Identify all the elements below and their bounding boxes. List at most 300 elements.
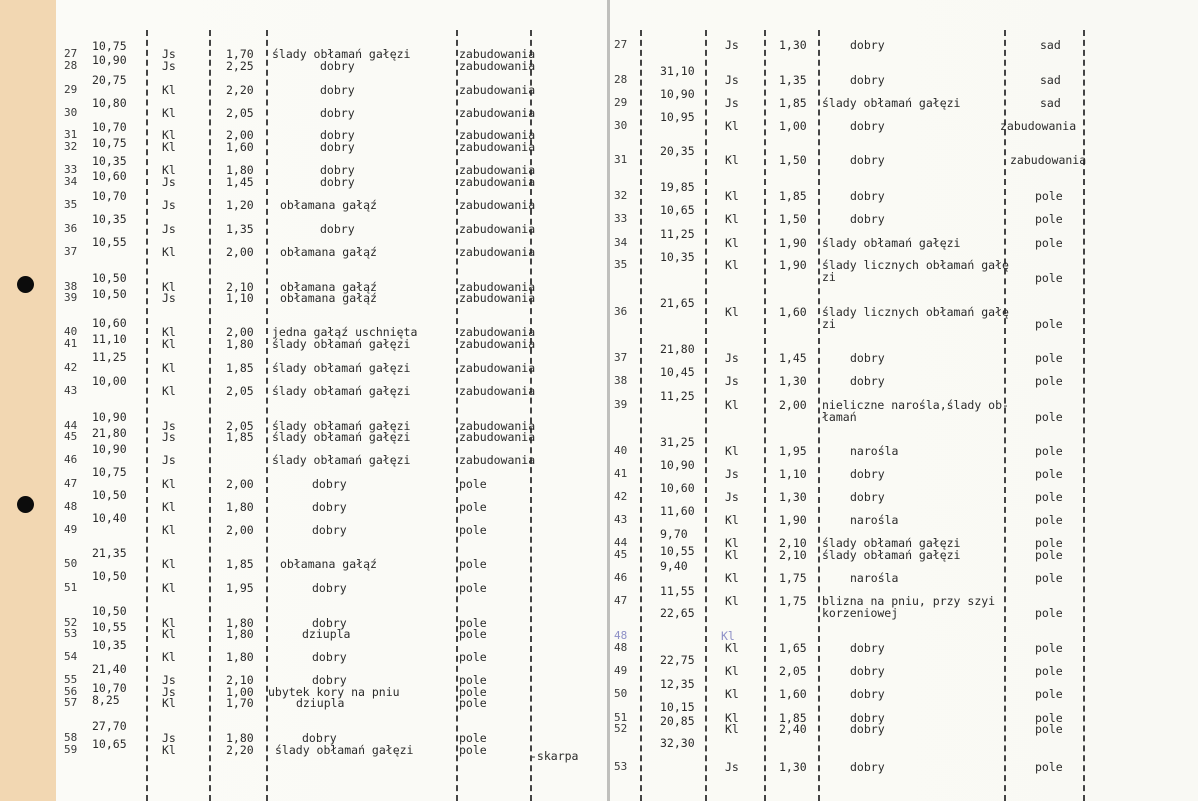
left-species: Js xyxy=(162,47,176,61)
right-species: Kl xyxy=(725,548,739,562)
right-location: pole xyxy=(1035,490,1063,504)
right-condition: dobry xyxy=(850,760,885,774)
left-tree-number: 56 xyxy=(64,685,78,698)
right-height: 1,90 xyxy=(779,236,807,250)
left-condition: dobry xyxy=(320,222,355,236)
left-height: 2,00 xyxy=(226,523,254,537)
right-height: 1,60 xyxy=(779,687,807,701)
right-height: 2,10 xyxy=(779,536,807,550)
right-length-value: 12,35 xyxy=(660,677,695,691)
left-location: zabudowania xyxy=(459,337,536,351)
left-condition: dobry xyxy=(312,650,347,664)
right-condition-continued: zi xyxy=(822,270,836,284)
right-height: 1,65 xyxy=(779,641,807,655)
right-condition: ślady licznych obłamań gałę xyxy=(822,305,1009,319)
left-species: Js xyxy=(162,175,176,189)
right-tree-number: 30 xyxy=(614,119,628,132)
left-height: 2,05 xyxy=(226,419,254,433)
left-tree-number: 37 xyxy=(64,245,78,258)
left-condition: dobry xyxy=(312,616,347,630)
right-species: Js xyxy=(725,374,739,388)
right-tree-number: 51 xyxy=(614,711,628,724)
right-condition: dobry xyxy=(850,490,885,504)
right-location: pole xyxy=(1035,687,1063,701)
left-height: 1,80 xyxy=(226,337,254,351)
right-location: pole xyxy=(1035,664,1063,678)
right-location: pole xyxy=(1035,711,1063,725)
right-height: 1,30 xyxy=(779,760,807,774)
left-species: Kl xyxy=(162,128,176,142)
left-species: Kl xyxy=(162,337,176,351)
right-tree-number: 35 xyxy=(614,258,628,271)
right-species: Kl xyxy=(725,641,739,655)
left-species: Js xyxy=(162,419,176,433)
right-height: 1,90 xyxy=(779,513,807,527)
left-location: zabudowania xyxy=(459,280,536,294)
left-length-value: 10,90 xyxy=(92,410,127,424)
right-location: pole xyxy=(1035,317,1063,331)
left-tree-number: 28 xyxy=(64,59,78,72)
right-height: 1,50 xyxy=(779,153,807,167)
left-location: pole xyxy=(459,650,487,664)
left-length-value: 10,40 xyxy=(92,511,127,525)
left-height: 1,80 xyxy=(226,627,254,641)
left-location: zabudowania xyxy=(459,419,536,433)
left-location: pole xyxy=(459,627,487,641)
right-condition: nieliczne narośla,ślady ob- xyxy=(822,398,1009,412)
left-tree-number: 43 xyxy=(64,384,78,397)
right-species: Js xyxy=(725,467,739,481)
left-height: 2,10 xyxy=(226,673,254,687)
right-species: Kl xyxy=(725,664,739,678)
left-condition: dobry xyxy=(320,140,355,154)
right-location: pole xyxy=(1035,536,1063,550)
right-length-value: 32,30 xyxy=(660,736,695,750)
right-condition: dobry xyxy=(850,153,885,167)
left-height: 1,80 xyxy=(226,616,254,630)
left-species: Kl xyxy=(162,557,176,571)
left-length-value: 10,75 xyxy=(92,136,127,150)
left-tree-number: 36 xyxy=(64,222,78,235)
right-height: 1,60 xyxy=(779,305,807,319)
right-height: 1,85 xyxy=(779,96,807,110)
right-condition: dobry xyxy=(850,687,885,701)
left-tree-number: 44 xyxy=(64,419,78,432)
left-tree-number: 32 xyxy=(64,140,78,153)
right-condition-continued: łamań xyxy=(822,410,857,424)
right-length-value: 11,60 xyxy=(660,504,695,518)
right-tree-number: 27 xyxy=(614,38,628,51)
column-rule xyxy=(1083,30,1085,801)
left-height: 1,45 xyxy=(226,175,254,189)
left-location: zabudowania xyxy=(459,59,536,73)
right-location: sad xyxy=(1040,96,1061,110)
left-condition: obłamana gałąź xyxy=(280,557,377,571)
right-location: pole xyxy=(1035,374,1063,388)
right-location: pole xyxy=(1035,410,1063,424)
left-species: Kl xyxy=(162,696,176,710)
left-location: pole xyxy=(459,557,487,571)
right-length-value: 31,25 xyxy=(660,435,695,449)
column-rule xyxy=(146,30,148,801)
left-species: Kl xyxy=(162,140,176,154)
left-height: 1,70 xyxy=(226,47,254,61)
left-tree-number: 35 xyxy=(64,198,78,211)
right-species: Kl xyxy=(725,119,739,133)
right-species: Kl xyxy=(725,398,739,412)
left-tree-number: 58 xyxy=(64,731,78,744)
left-location: zabudowania xyxy=(459,163,536,177)
right-tree-number: 49 xyxy=(614,664,628,677)
right-length-value: 11,55 xyxy=(660,584,695,598)
left-species: Js xyxy=(162,198,176,212)
left-length-value: 10,55 xyxy=(92,235,127,249)
left-condition: dobry xyxy=(312,477,347,491)
right-tree-number: 40 xyxy=(614,444,628,457)
right-species: Js xyxy=(725,73,739,87)
right-tree-number: 34 xyxy=(614,236,628,249)
right-location: pole xyxy=(1035,606,1063,620)
left-tree-number: 39 xyxy=(64,291,78,304)
right-condition: narośla xyxy=(850,571,899,585)
left-species: Kl xyxy=(162,361,176,375)
left-condition: ślady obłamań gałęzi xyxy=(275,743,414,757)
left-tree-number: 55 xyxy=(64,673,78,686)
right-species: Js xyxy=(725,760,739,774)
left-length-value: 20,75 xyxy=(92,73,127,87)
left-tree-number: 47 xyxy=(64,477,78,490)
left-height: 1,95 xyxy=(226,581,254,595)
left-length-value: 10,35 xyxy=(92,212,127,226)
right-tree-number: 53 xyxy=(614,760,628,773)
right-tree-number: 41 xyxy=(614,467,628,480)
right-location: zabudowania xyxy=(1000,119,1077,133)
right-condition: dobry xyxy=(850,189,885,203)
left-height: 1,20 xyxy=(226,198,254,212)
left-tree-number: 59 xyxy=(64,743,78,756)
column-rule xyxy=(640,30,642,801)
right-length-value: 11,25 xyxy=(660,227,695,241)
right-length-value: 10,45 xyxy=(660,365,695,379)
right-species: Js xyxy=(725,96,739,110)
left-species: Kl xyxy=(162,384,176,398)
right-location: pole xyxy=(1035,722,1063,736)
left-species: Kl xyxy=(162,83,176,97)
left-species: Kl xyxy=(162,627,176,641)
left-location: pole xyxy=(459,581,487,595)
right-condition: blizna na pniu, przy szyi xyxy=(822,594,996,608)
left-length-value: 10,90 xyxy=(92,53,127,67)
left-condition: obłamana gałąź xyxy=(280,291,377,305)
left-species: Js xyxy=(162,222,176,236)
left-tree-number: 49 xyxy=(64,523,78,536)
right-condition: ślady obłamań gałęzi xyxy=(822,96,961,110)
left-length-value: 10,50 xyxy=(92,569,127,583)
left-height: 1,70 xyxy=(226,696,254,710)
column-rule xyxy=(456,30,458,801)
right-length-value: 10,15 xyxy=(660,700,695,714)
left-condition: dobry xyxy=(320,59,355,73)
right-tree-number: 48 xyxy=(614,641,628,654)
right-species: Kl xyxy=(725,571,739,585)
right-species: Kl xyxy=(725,258,739,272)
right-condition: dobry xyxy=(850,38,885,52)
right-tree-number: 29 xyxy=(614,96,628,109)
left-species: Js xyxy=(162,430,176,444)
left-location: zabudowania xyxy=(459,245,536,259)
left-location: zabudowania xyxy=(459,106,536,120)
right-location: pole xyxy=(1035,548,1063,562)
left-length-value: 11,25 xyxy=(92,350,127,364)
left-height: 2,20 xyxy=(226,83,254,97)
left-location: zabudowania xyxy=(459,128,536,142)
right-tree-number: 43 xyxy=(614,513,628,526)
left-location: zabudowania xyxy=(459,384,536,398)
right-height: 2,10 xyxy=(779,548,807,562)
left-condition: dobry xyxy=(320,163,355,177)
left-height: 1,80 xyxy=(226,500,254,514)
right-condition: ślady licznych obłamań gałę xyxy=(822,258,1009,272)
left-tree-number: 27 xyxy=(64,47,78,60)
right-tree-number: 38 xyxy=(614,374,628,387)
right-location: pole xyxy=(1035,444,1063,458)
right-tree-number: 46 xyxy=(614,571,628,584)
left-condition: dziupla xyxy=(302,627,351,641)
left-length-value: 10,50 xyxy=(92,604,127,618)
left-length-value: 10,35 xyxy=(92,154,127,168)
right-height: 1,85 xyxy=(779,711,807,725)
left-height: 1,10 xyxy=(226,291,254,305)
left-length-value: 10,60 xyxy=(92,316,127,330)
left-location: zabudowania xyxy=(459,453,536,467)
left-tree-number: 30 xyxy=(64,106,78,119)
left-height: 2,00 xyxy=(226,477,254,491)
right-length-value: 22,65 xyxy=(660,606,695,620)
left-height: 2,20 xyxy=(226,743,254,757)
right-length-value: 11,25 xyxy=(660,389,695,403)
left-height: 1,00 xyxy=(226,685,254,699)
left-length-value: 10,75 xyxy=(92,465,127,479)
right-tree-number: 50 xyxy=(614,687,628,700)
right-length-value: 21,80 xyxy=(660,342,695,356)
right-location: pole xyxy=(1035,189,1063,203)
right-location: zabudowania xyxy=(1010,153,1087,167)
left-species: Js xyxy=(162,673,176,687)
left-length-value: 10,55 xyxy=(92,620,127,634)
right-species: Kl xyxy=(725,722,739,736)
right-length-value: 21,65 xyxy=(660,296,695,310)
right-condition-continued: korzeniowej xyxy=(822,606,899,620)
right-condition: dobry xyxy=(850,467,885,481)
right-height: 1,35 xyxy=(779,73,807,87)
right-location: pole xyxy=(1035,236,1063,250)
left-location: zabudowania xyxy=(459,361,536,375)
left-species: Js xyxy=(162,291,176,305)
left-condition: ślady obłamań gałęzi xyxy=(272,361,411,375)
right-condition: dobry xyxy=(850,73,885,87)
left-location: zabudowania xyxy=(459,175,536,189)
left-condition: dobry xyxy=(312,500,347,514)
left-length-value: 10,75 xyxy=(92,39,127,53)
left-condition: ślady obłamań gałęzi xyxy=(272,337,411,351)
right-condition: dobry xyxy=(850,212,885,226)
left-condition: ślady obłamań gałęzi xyxy=(272,453,411,467)
left-species: Kl xyxy=(162,106,176,120)
left-species: Kl xyxy=(162,616,176,630)
left-height: 1,60 xyxy=(226,140,254,154)
right-height: 1,30 xyxy=(779,374,807,388)
left-height: 1,85 xyxy=(226,557,254,571)
left-condition: ślady obłamań gałęzi xyxy=(272,430,411,444)
right-length-value: 22,75 xyxy=(660,653,695,667)
left-location: zabudowania xyxy=(459,430,536,444)
right-length-value: 10,65 xyxy=(660,203,695,217)
right-location: pole xyxy=(1035,513,1063,527)
left-location: pole xyxy=(459,685,487,699)
right-location: pole xyxy=(1035,351,1063,365)
left-note: -skarpa xyxy=(530,749,579,763)
right-location: sad xyxy=(1040,38,1061,52)
right-length-value: 10,90 xyxy=(660,87,695,101)
right-struck-number: 48 xyxy=(614,629,628,642)
right-length-value: 10,60 xyxy=(660,481,695,495)
left-height: 1,80 xyxy=(226,163,254,177)
column-rule xyxy=(764,30,766,801)
left-length-value: 11,10 xyxy=(92,332,127,346)
right-tree-number: 36 xyxy=(614,305,628,318)
right-tree-number: 31 xyxy=(614,153,628,166)
left-length-value: 10,35 xyxy=(92,638,127,652)
right-condition: dobry xyxy=(850,722,885,736)
right-condition: dobry xyxy=(850,711,885,725)
left-length-value: 10,70 xyxy=(92,120,127,134)
right-height: 2,40 xyxy=(779,722,807,736)
left-species: Kl xyxy=(162,500,176,514)
left-location: pole xyxy=(459,477,487,491)
right-length-value: 31,10 xyxy=(660,64,695,78)
left-species: Kl xyxy=(162,163,176,177)
right-species: Kl xyxy=(725,189,739,203)
right-condition: ślady obłamań gałęzi xyxy=(822,236,961,250)
left-species: Js xyxy=(162,59,176,73)
right-tree-number: 42 xyxy=(614,490,628,503)
right-species: Kl xyxy=(725,212,739,226)
left-length-value: 10,80 xyxy=(92,96,127,110)
right-length-value: 20,35 xyxy=(660,144,695,158)
right-location: pole xyxy=(1035,467,1063,481)
right-condition: narośla xyxy=(850,513,899,527)
left-location: pole xyxy=(459,743,487,757)
left-condition: ubytek kory na pniu xyxy=(268,685,400,699)
left-species: Kl xyxy=(162,523,176,537)
left-location: pole xyxy=(459,616,487,630)
left-height: 2,00 xyxy=(226,245,254,259)
right-length-value: 10,35 xyxy=(660,250,695,264)
page-fold xyxy=(607,0,610,801)
left-length-value: 21,40 xyxy=(92,662,127,676)
left-tree-number: 50 xyxy=(64,557,78,570)
left-length-value: 27,70 xyxy=(92,719,127,733)
right-condition: dobry xyxy=(850,351,885,365)
right-location: pole xyxy=(1035,760,1063,774)
left-length-value: 10,50 xyxy=(92,287,127,301)
right-height: 1,30 xyxy=(779,38,807,52)
right-species: Kl xyxy=(725,536,739,550)
left-condition: dobry xyxy=(320,106,355,120)
left-length-value: 10,50 xyxy=(92,271,127,285)
left-tree-number: 46 xyxy=(64,453,78,466)
column-rule xyxy=(209,30,211,801)
left-species: Kl xyxy=(162,581,176,595)
right-height: 1,50 xyxy=(779,212,807,226)
left-length-value: 10,60 xyxy=(92,169,127,183)
right-height: 1,85 xyxy=(779,189,807,203)
right-condition: dobry xyxy=(850,119,885,133)
left-height: 2,05 xyxy=(226,106,254,120)
right-condition: dobry xyxy=(850,664,885,678)
right-tree-number: 37 xyxy=(614,351,628,364)
right-location: pole xyxy=(1035,571,1063,585)
left-tree-number: 53 xyxy=(64,627,78,640)
left-condition: dobry xyxy=(320,175,355,189)
left-length-value: 10,90 xyxy=(92,442,127,456)
right-species: Js xyxy=(725,351,739,365)
left-location: zabudowania xyxy=(459,222,536,236)
left-length-value: 21,80 xyxy=(92,426,127,440)
left-tree-number: 48 xyxy=(64,500,78,513)
right-length-value: 9,70 xyxy=(660,527,688,541)
right-height: 1,95 xyxy=(779,444,807,458)
left-condition: dobry xyxy=(312,673,347,687)
left-length-value: 8,25 xyxy=(92,693,120,707)
right-species: Kl xyxy=(725,711,739,725)
right-species: Kl xyxy=(725,513,739,527)
right-species: Kl xyxy=(725,444,739,458)
left-species: Kl xyxy=(162,743,176,757)
right-condition-continued: zi xyxy=(822,317,836,331)
left-condition: dobry xyxy=(302,731,337,745)
right-location: pole xyxy=(1035,212,1063,226)
left-tree-number: 31 xyxy=(64,128,78,141)
right-condition: narośla xyxy=(850,444,899,458)
left-length-value: 21,35 xyxy=(92,546,127,560)
left-tree-number: 41 xyxy=(64,337,78,350)
left-length-value: 10,65 xyxy=(92,737,127,751)
right-height: 1,75 xyxy=(779,594,807,608)
left-condition: ślady obłamań gałęzi xyxy=(272,419,411,433)
left-species: Kl xyxy=(162,280,176,294)
right-species: Kl xyxy=(725,594,739,608)
right-species: Kl xyxy=(725,153,739,167)
left-tree-number: 42 xyxy=(64,361,78,374)
right-length-value: 19,85 xyxy=(660,180,695,194)
right-height: 1,90 xyxy=(779,258,807,272)
right-tree-number: 39 xyxy=(614,398,628,411)
punch-hole xyxy=(17,276,34,293)
left-location: pole xyxy=(459,696,487,710)
left-condition: dobry xyxy=(320,83,355,97)
left-tree-number: 33 xyxy=(64,163,78,176)
left-condition: jedna gałąź uschnięta xyxy=(272,325,418,339)
left-length-value: 10,00 xyxy=(92,374,127,388)
right-tree-number: 32 xyxy=(614,189,628,202)
right-location: pole xyxy=(1035,271,1063,285)
left-height: 2,25 xyxy=(226,59,254,73)
right-species: Kl xyxy=(725,305,739,319)
right-tree-number: 45 xyxy=(614,548,628,561)
left-height: 2,00 xyxy=(226,128,254,142)
right-tree-number: 52 xyxy=(614,722,628,735)
